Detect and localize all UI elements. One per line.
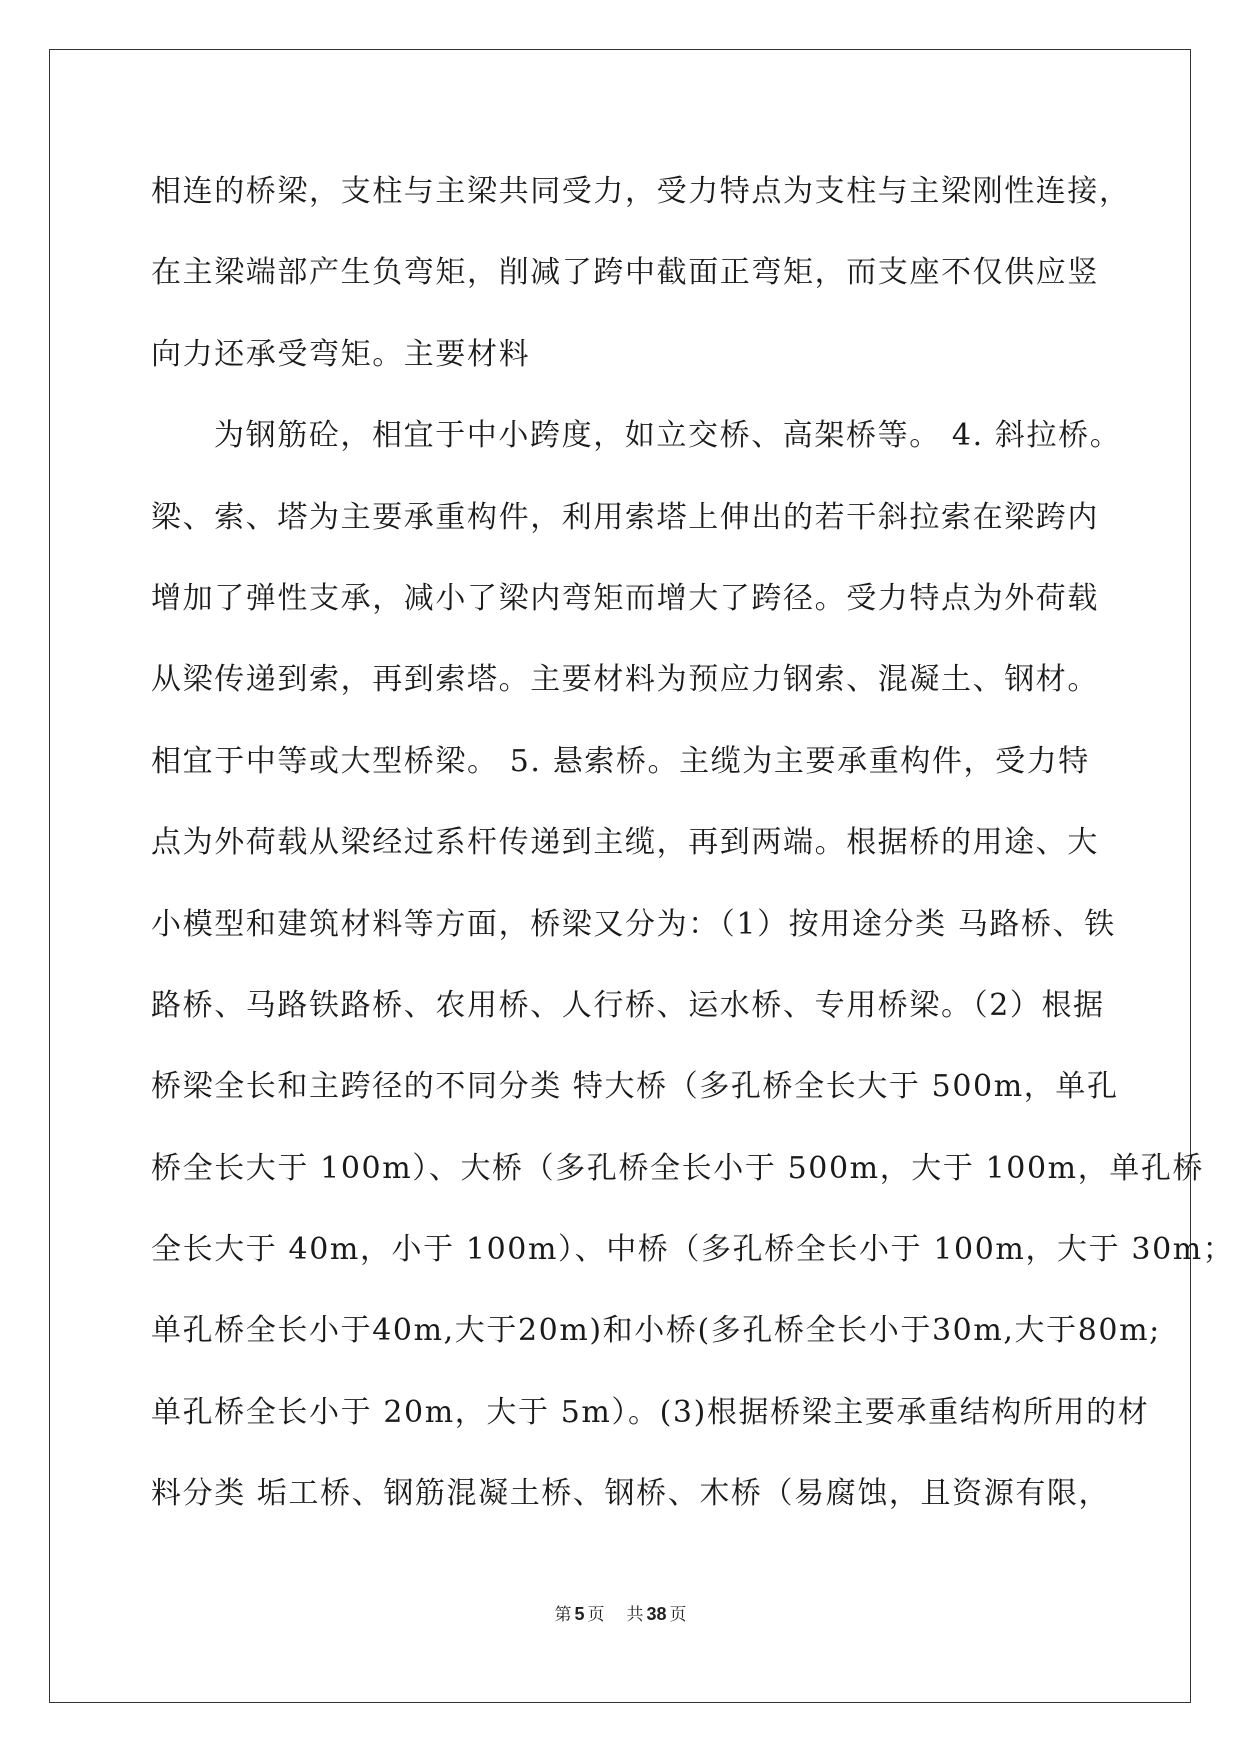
page-suffix: 页 <box>587 1605 605 1625</box>
total-prefix: 共 <box>626 1605 644 1625</box>
text-line: 从梁传递到索，再到索塔。主要材料为预应力钢索、混凝土、钢材。 <box>151 662 1099 698</box>
text-line: 桥梁全长和主跨径的不同分类 特大桥（多孔桥全长大于 500m，单孔 <box>151 1069 1119 1105</box>
text-line: 单孔桥全长小于40m,大于20m)和小桥(多孔桥全长小于30m,大于80m; <box>151 1313 1161 1349</box>
text-line: 相连的桥梁，支柱与主梁共同受力，受力特点为支柱与主梁刚性连接， <box>151 174 1131 209</box>
text-line: 向力还承受弯矩。主要材料 <box>151 336 531 372</box>
text-line: 梁、索、塔为主要承重构件，利用索塔上伸出的若干斜拉索在梁跨内 <box>151 499 1099 535</box>
text-line: 单孔桥全长小于 20m，大于 5m）。(3)根据桥梁主要承重结构所用的材 <box>151 1394 1150 1430</box>
text-line: 在主梁端部产生负弯矩，削减了跨中截面正弯矩，而支座不仅供应竖 <box>151 255 1099 291</box>
document-body <box>151 160 1235 1544</box>
text-line: 小模型和建筑材料等方面，桥梁又分为：（1）按用途分类 马路桥、铁 <box>151 906 1116 942</box>
text-line: 桥全长大于 100m）、大桥（多孔桥全长小于 500m，大于 100m，单孔桥 <box>151 1150 1205 1186</box>
text-line: 料分类 垢工桥、钢筋混凝土桥、钢桥、木桥（易腐蚀，且资源有限， <box>151 1476 1111 1512</box>
page-prefix: 第 <box>554 1605 572 1625</box>
text-line: 相宜于中等或大型桥梁。 5. 悬索桥。主缆为主要承重构件，受力特 <box>151 743 1090 779</box>
page-number: 5 <box>574 1604 585 1624</box>
page-footer <box>0 1600 1241 1625</box>
text-line: 全长大于 40m，小于 100m）、中桥（多孔桥全长小于 100m，大于 30m； <box>151 1232 1235 1268</box>
paragraph-start-line: 为钢筋砼，相宜于中小跨度，如立交桥、高架桥等。 4. 斜拉桥。 <box>214 418 1122 454</box>
total-suffix: 页 <box>669 1605 687 1625</box>
text-line: 点为外荷载从梁经过系杆传递到主缆，再到两端。根据桥的用途、大 <box>151 825 1099 861</box>
text-line: 路桥、马路铁路桥、农用桥、人行桥、运水桥、专用桥梁。（2）根据 <box>151 987 1105 1023</box>
text-line: 增加了弹性支承，减小了梁内弯矩而增大了跨径。受力特点为外荷载 <box>151 580 1099 616</box>
total-pages: 38 <box>646 1604 667 1624</box>
